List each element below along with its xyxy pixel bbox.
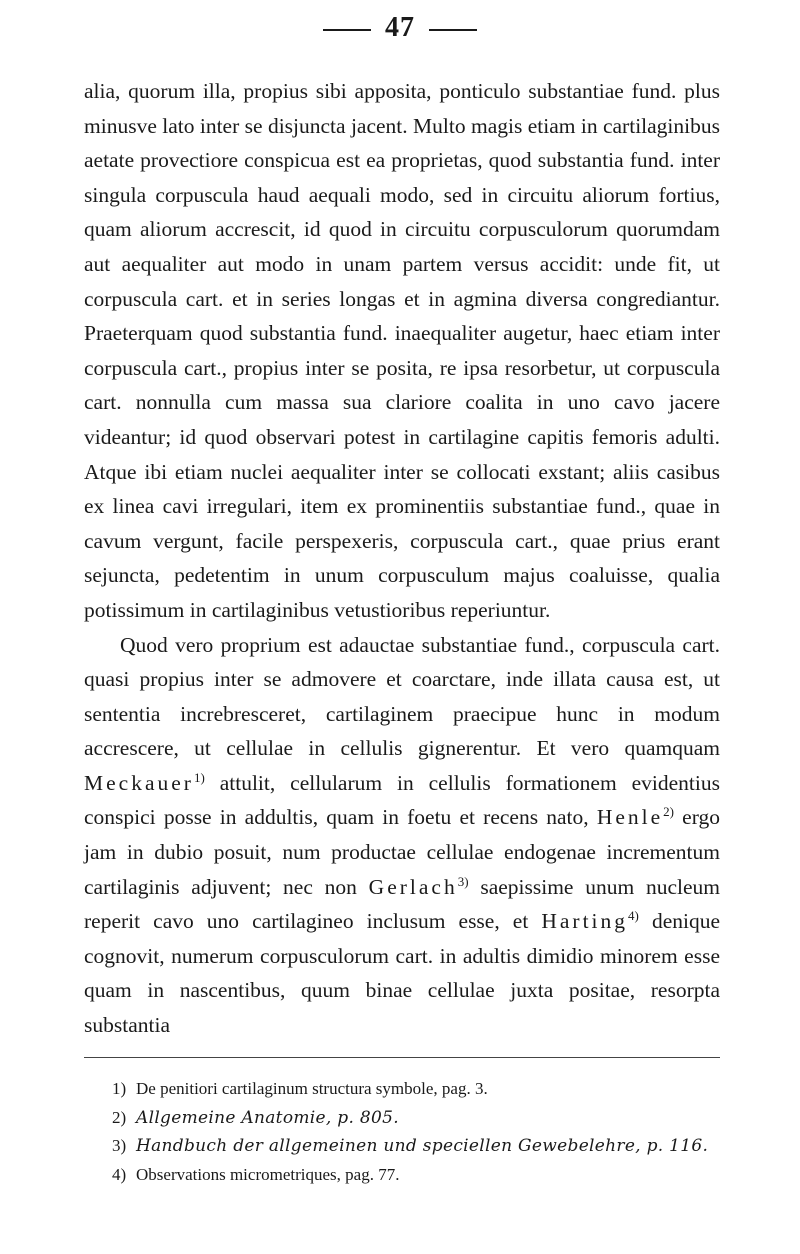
- footnote: [112, 1132, 732, 1161]
- header-dash-right: [429, 29, 477, 31]
- footnote: [112, 1161, 732, 1190]
- author-name: Harting: [541, 909, 629, 934]
- footnote-text: Observations micrometriques, pag. 77.: [136, 1164, 400, 1184]
- text-run: saepissime unum nucleum reperit cavo uno cartilagineo inclusum esse, et: [84, 874, 721, 934]
- footnote: [112, 1104, 732, 1133]
- author-name: Meckauer: [84, 770, 194, 795]
- footnote-text: Handbuch der allgemeinen und speciellen Gewebelehre, p. 116.: [136, 1136, 709, 1156]
- footnote-mark: 2): [112, 1107, 127, 1127]
- paragraph: [84, 74, 720, 628]
- footnotes: [112, 1075, 732, 1189]
- footnote-mark: 1): [112, 1079, 127, 1098]
- footnote: [112, 1075, 732, 1104]
- page-number-header: [0, 12, 800, 44]
- author-name: Gerlach: [368, 874, 458, 899]
- main-text: [84, 74, 720, 1043]
- text-run: Quod vero proprium est adauctae substantiae fund., corpuscula cart. quasi propius inter se admovere et coarctare, inde illata causa est, ut sententia increbresceret, cartilaginem praecipue hunc in modum accrescere, ut cellulae in cellulis gignerentur. Et vero quamquam: [84, 632, 720, 761]
- header-dash-left: [323, 29, 371, 31]
- page-number: 47: [385, 12, 415, 43]
- footnote-text: Allgemeine Anatomie, p. 805.: [136, 1107, 399, 1128]
- text-run: attulit, cellularum in cellulis formationem evidentius conspici posse in addultis, quam in foetu et recens nato,: [84, 770, 720, 830]
- footnote-ref: 1): [193, 769, 205, 785]
- footnote-mark: 4): [112, 1164, 127, 1184]
- text-run: denique cognovit, numerum corpusculorum cart. in adultis dimidio minorem esse quam in nascentibus, quum binae cellulae juxta positae, resorpta substantia: [84, 909, 721, 1038]
- footnote-mark: 3): [112, 1136, 127, 1155]
- text-run: ergo jam in dubio posuit, num productae cellulae endogenae incrementum cartilaginis adjuvent; nec non: [84, 805, 720, 899]
- footnote-ref: 3): [457, 873, 469, 889]
- footnote-text: De penitiori cartilaginum structura symbole, pag. 3.: [136, 1079, 488, 1098]
- text-run: alia, quorum illa, propius sibi apposita, ponticulo substantiae fund. plus minusve lato inter se disjuncta jacent. Multo magis etiam in cartilaginibus aetate provectiore conspicua est ea proprietas, quod substantia fund. inter singula corpuscula haud aequali modo, sed in circuitu aliorum fortius, quam aliorum accrescit, id quod in circuitu corpusculorum quorumdam aut aequaliter aut modo in unam partem versus accidit: unde fit, ut corpuscula cart. et in series longas et in agmina diversa congrediantur. Praeterquam quod substantia fund. inaequaliter augetur, haec etiam inter corpuscula cart., propius inter se posita, re ipsa resorbetur, ut corpuscula cart. nonnulla cum massa sua clariore coalita in uno cavo jacere videantur; id quod observari potest in cartilagine capitis femoris adulti. Atque ibi etiam nuclei aequaliter inter se collocati exstant; aliis casibus ex linea cavi irregulari, item ex prominentiis substantiae fund., quae in cavum vergunt, facile perspexeris, corpuscula cart., quae prius erant sejuncta, pedetentim in unum corpusculum majus coaluisse, qualia potissimum in cartilaginibus vetustioribus reperiuntur.: [84, 79, 720, 622]
- footnote-ref: 4): [628, 908, 639, 924]
- author-name: Henle: [596, 805, 664, 830]
- paragraph: [84, 628, 720, 1043]
- footnote-ref: 2): [663, 804, 674, 820]
- footnote-separator: [84, 1057, 720, 1058]
